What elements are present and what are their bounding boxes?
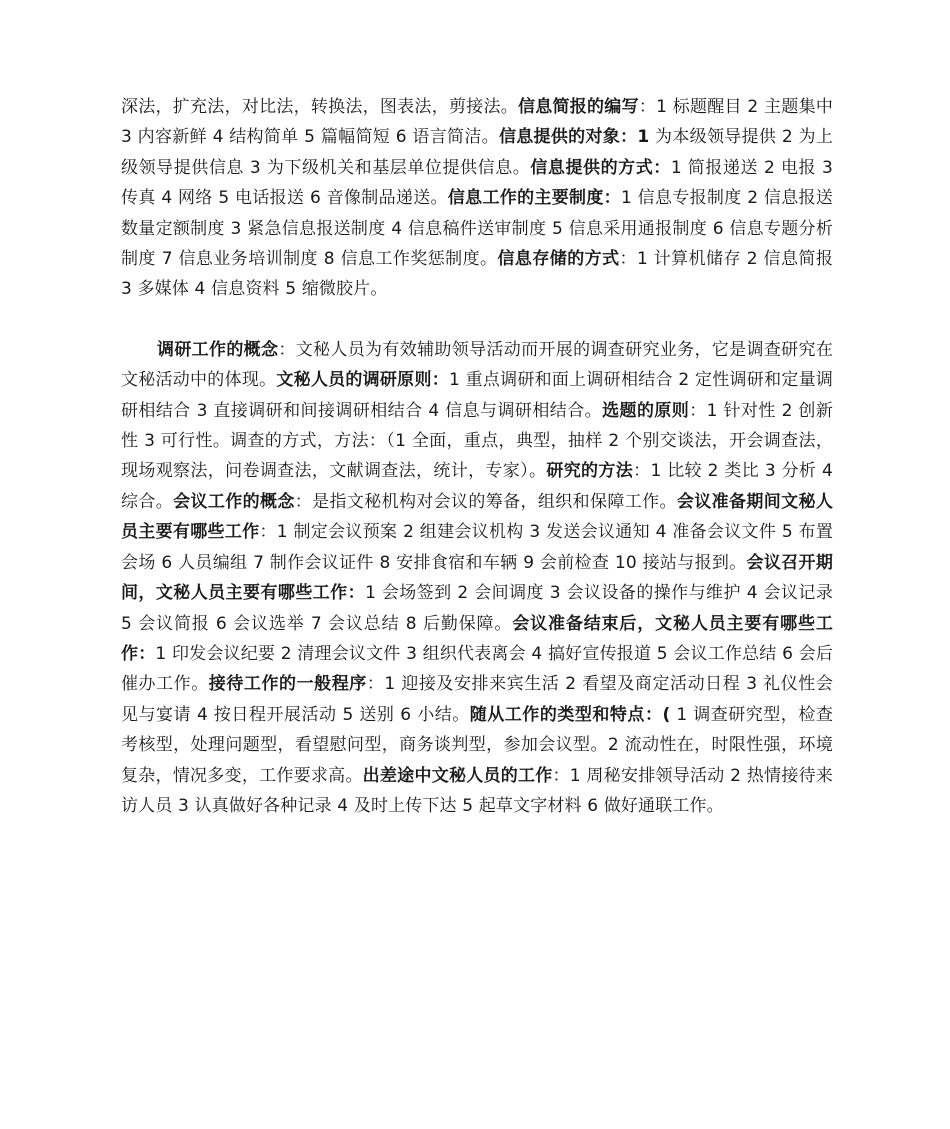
text-run: 1 重点调研和面上调研相结合 2 定性调研和定量调研相结合 3 直接调研和间接调研相结合 4 信息与调研相结合。 bbox=[121, 370, 834, 421]
bold-heading-run: 会议召开期间，文秘人员主要有哪些工作： bbox=[121, 552, 834, 604]
bold-heading-run: 信息提供的对象：1 bbox=[498, 127, 650, 148]
bold-heading-run: 信息提供的方式： bbox=[530, 157, 671, 178]
text-run: 1 印发会议纪要 2 清理会议文件 3 组织代表离会 4 搞好宣传报道 5 会议工作总结 6 会后催办工作。 bbox=[121, 643, 834, 695]
text-run: 深法，扩充法，对比法，转换法，图表法，剪接法。 bbox=[121, 97, 518, 117]
bold-heading-run: 随从工作的类型和特点：( bbox=[469, 704, 671, 725]
text-run: ：1 针对性 2 创新性 3 可行性。调查的方式，方法：（1 全面，重点，典型，抽样 2 个别交谈法，开会调查法，现场观察法，问卷调查法，文献调查法，统计，专家）。 bbox=[121, 400, 833, 482]
bold-heading-run: 信息存储的方式 bbox=[497, 249, 620, 270]
text-run: ：是指文秘机构对会议的筹备，组织和保障工作。 bbox=[294, 491, 677, 512]
text-run: 1 信息专报制度 2 信息报送数量定额制度 3 紧急信息报送制度 4 信息稿件送审制度 5 信息采用通报制度 6 信息专题分析制度 7 信息业务培训制度 8 信息工作奖惩制度。 bbox=[121, 188, 833, 270]
bold-heading-run: 接待工作的一般程序 bbox=[208, 674, 367, 695]
text-run: ：1 计算机储存 2 信息简报 3 多媒体 4 信息资料 5 缩微胶片。 bbox=[121, 249, 833, 300]
bold-heading-run: 调研工作的概念 bbox=[157, 339, 279, 360]
bold-heading-run: 文秘人员的调研原则： bbox=[276, 370, 449, 391]
paragraph-information-work bbox=[121, 92, 833, 305]
text-run: ：1 比较 2 类比 3 分析 4 综合。 bbox=[121, 461, 834, 512]
text-run: 1 调查研究型，检查考核型，处理问题型，看望慰问型，商务谈判型，参加会议型。2 流动性在，时限性强，环境复杂，情况多变，工作要求高。 bbox=[121, 704, 833, 786]
text-run: ：1 迎接及安排来宾生活 2 看望及商定活动日程 3 礼仪性会见与宴请 4 按日程开展活动 5 送别 6 小结。 bbox=[121, 674, 833, 725]
bold-heading-run: 信息简报的编写 bbox=[518, 97, 639, 117]
document-page bbox=[121, 92, 833, 821]
text-run: 1 会场签到 2 会间调度 3 会议设备的操作与维护 4 会议记录 5 会议简报 6 会议选举 7 会议总结 8 后勤保障。 bbox=[121, 583, 833, 634]
text-run: 为本级领导提供 2 为上级领导提供信息 3 为下级机关和基层单位提供信息。 bbox=[121, 127, 833, 178]
bold-heading-run: 会议准备结束后，文秘人员主要有哪些工作： bbox=[121, 613, 833, 664]
bold-heading-run: 出差途中文秘人员的工作 bbox=[362, 765, 553, 786]
bold-heading-run: 会议工作的概念 bbox=[173, 491, 295, 512]
bold-heading-run: 研究的方法 bbox=[546, 461, 634, 482]
paragraph-research-and-meetings bbox=[121, 335, 833, 822]
text-run: ：1 标题醒目 2 主题集中 3 内容新鲜 4 结构简单 5 篇幅简短 6 语言简洁。 bbox=[121, 97, 833, 148]
text-run: ：1 周秘安排领导活动 2 热情接待来访人员 3 认真做好各种记录 4 及时上传下达 5 起草文字材料 6 做好通联工作。 bbox=[121, 765, 833, 816]
bold-heading-run: 信息工作的主要制度： bbox=[447, 188, 621, 209]
text-run: ：1 制定会议预案 2 组建会议机构 3 发送会议通知 4 准备会议文件 5 布置会场 6 人员编组 7 制作会议证件 8 安排食宿和车辆 9 会前检查 10 接站与报到。 bbox=[121, 522, 833, 573]
bold-heading-run: 选题的原则 bbox=[602, 400, 690, 421]
text-run: ：文秘人员为有效辅助领导活动而开展的调查研究业务，它是调查研究在文秘活动中的体现。 bbox=[121, 339, 833, 391]
bold-heading-run: 会议准备期间文秘人员主要有哪些工作 bbox=[121, 491, 833, 543]
text-run: 1 简报递送 2 电报 3 传真 4 网络 5 电话报送 6 音像制品递送。 bbox=[121, 157, 834, 209]
